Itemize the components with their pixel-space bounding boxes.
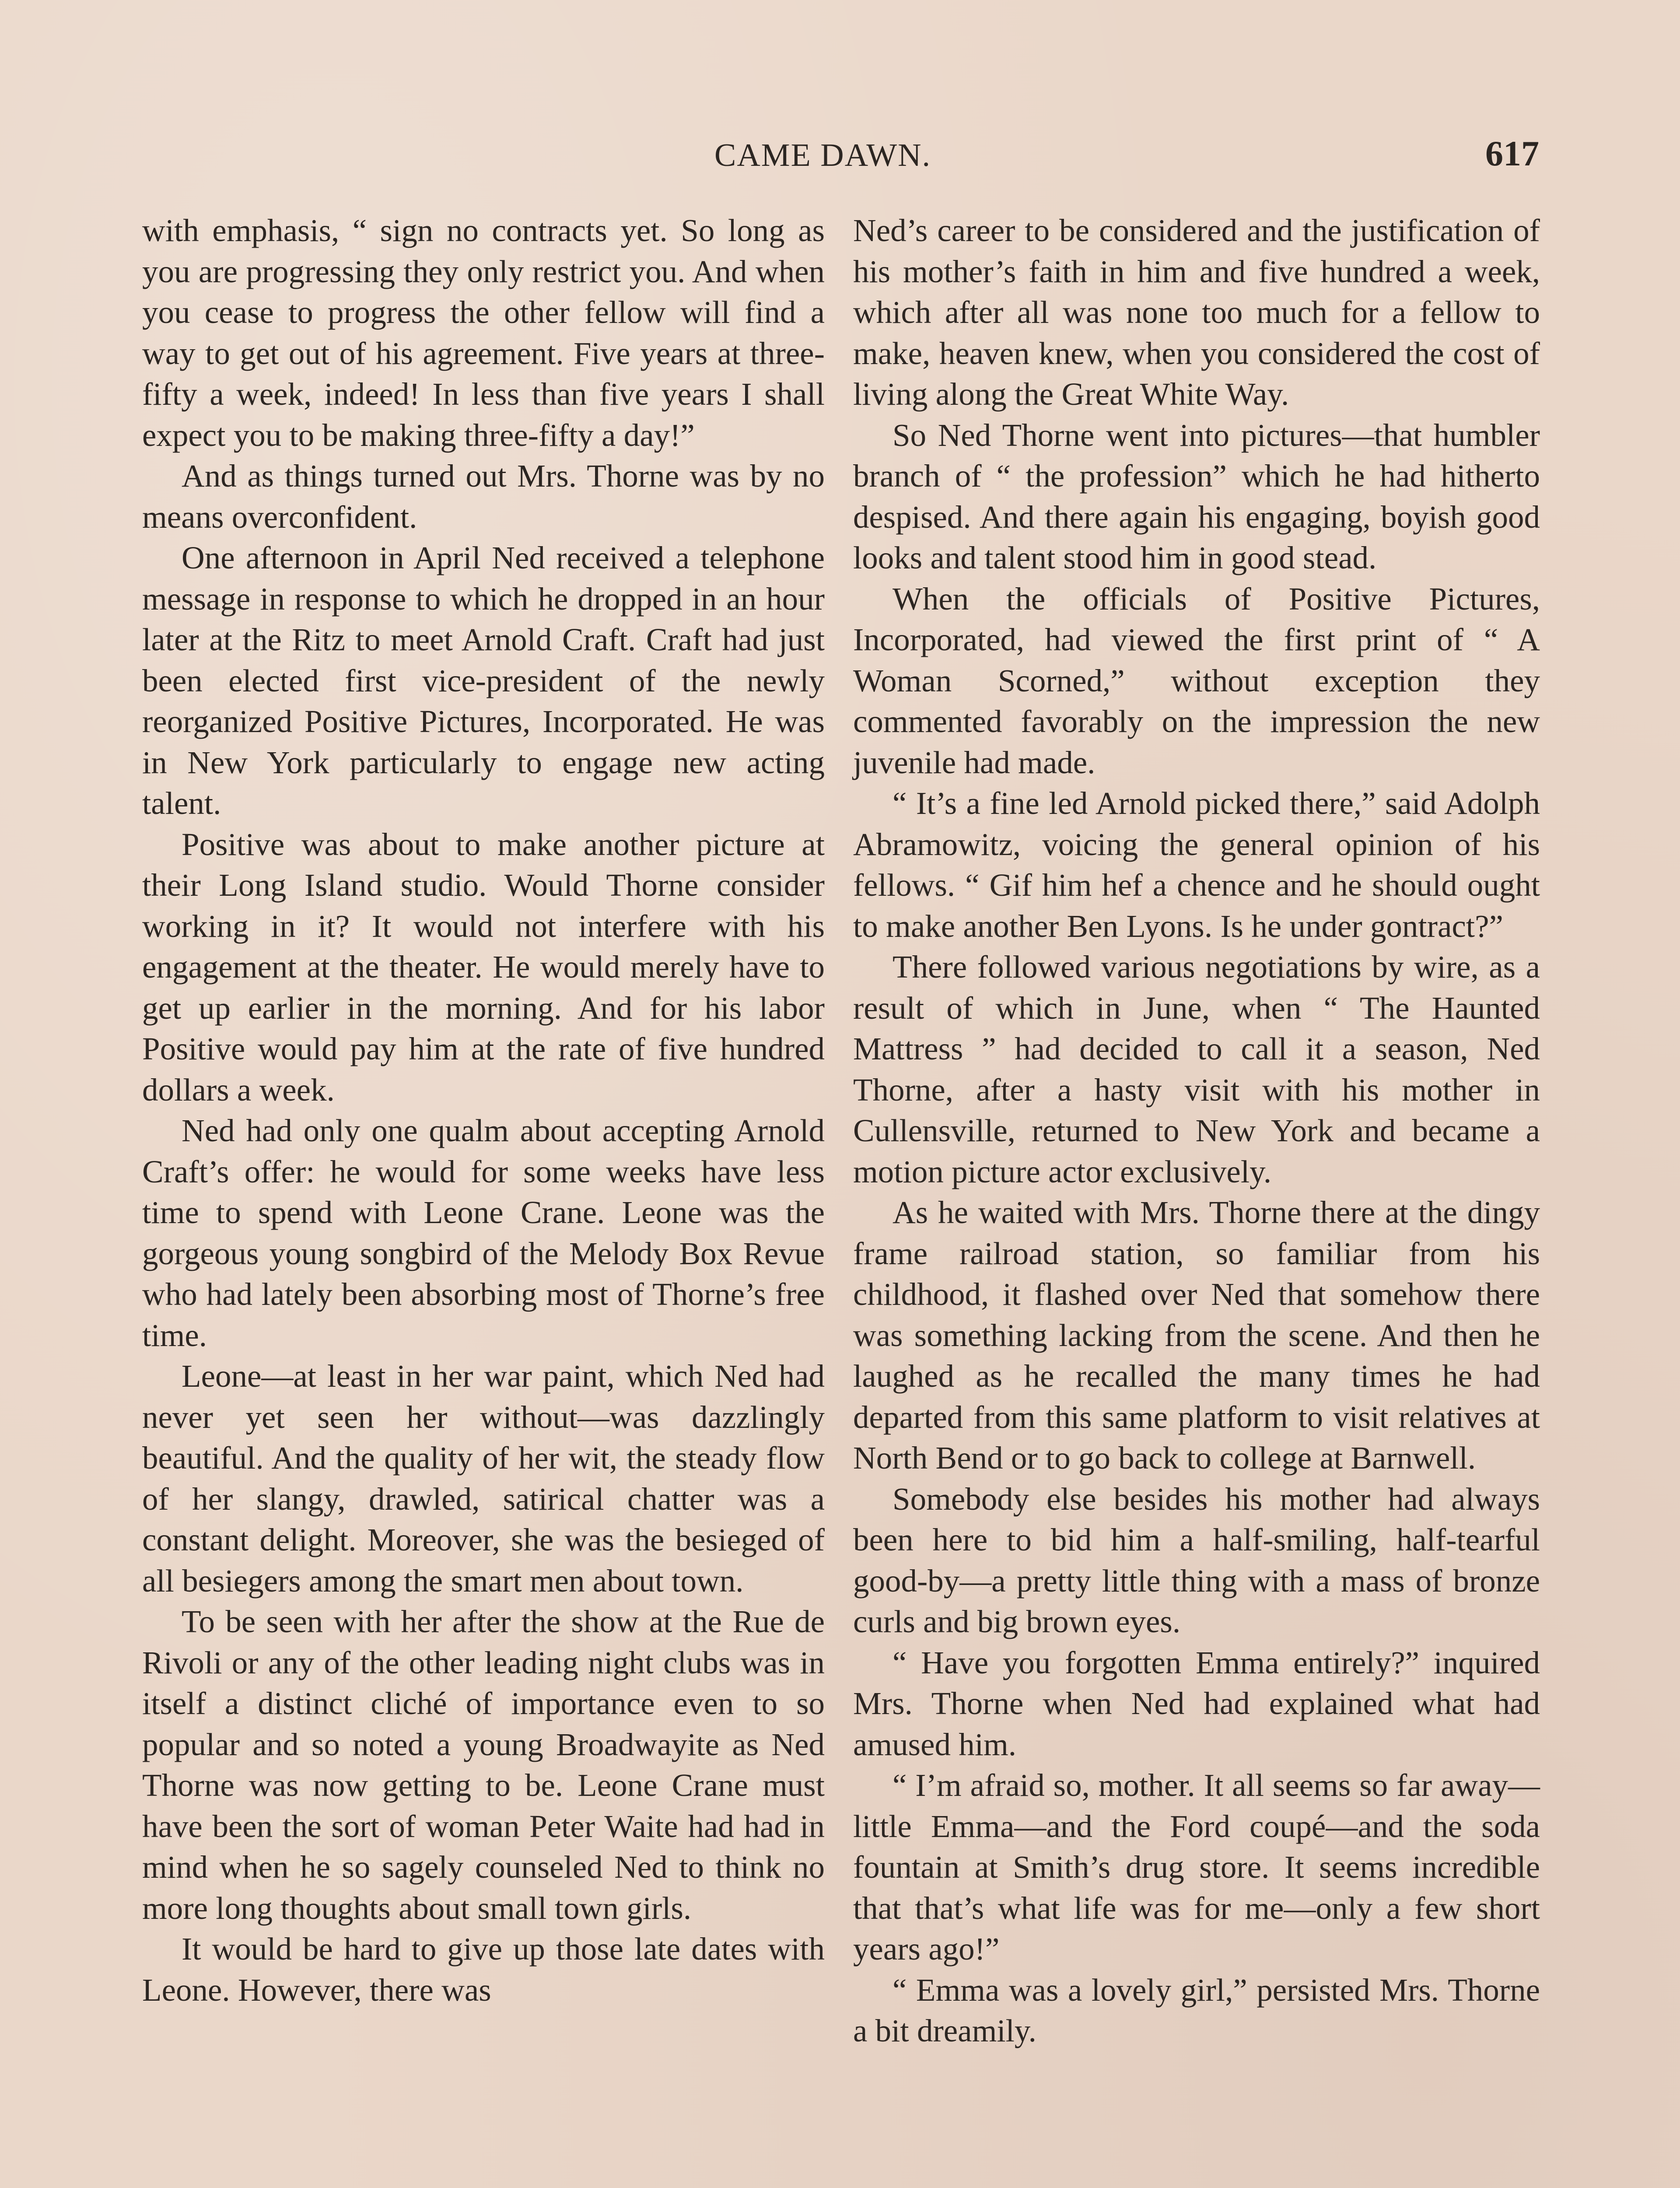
paragraph: Somebody else besides his mother had always been here to bid him a half-smiling, half-tearful good-by—a pretty little thing with a mass of bronze curls and big brown eyes. <box>853 1481 1540 1639</box>
text-column-right <box>853 210 1540 2051</box>
paragraph: Positive was about to make another picture at their Long Island studio. Would Thorne consider working in it? It would not interfere with his engagement at the theater. He would merely have to get up earlier in the morning. And for his labor Positive would pay him at the rate of five hundred dollars a week. <box>142 826 825 1108</box>
page-number: 617 <box>1485 133 1539 173</box>
paragraph: When the officials of Positive Pictures, Incorporated, had viewed the first print of “ A Woman Scorned,” without exception they commented favorably on the impression the new juvenile had made. <box>853 581 1540 780</box>
paragraph: One afternoon in April Ned received a telephone message in response to which he dropped in an hour later at the Ritz to meet Arnold Craft. Craft had just been elected first vice-president of the newly reorganized Positive Pictures, Incorporated. He was in New York particularly to engage new acting talent. <box>142 540 825 821</box>
paragraph: To be seen with her after the show at the Rue de Rivoli or any of the other leading night clubs was in itself a distinct cliché of importance even to so popular and so noted a young Broadwayite as Ned Thorne was now getting to be. Leone Crane must have been the sort of woman Peter Waite had had in mind when he so sagely counseled Ned to think no more long thoughts about small town girls. <box>142 1604 825 1926</box>
running-head: CAME DAWN. <box>714 137 931 173</box>
paragraph: Leone—at least in her war paint, which Ned had never yet seen her without—was dazzlingly beautiful. And the quality of her wit, the steady flow of her slangy, drawled, satirical chatter was a constant delight. Moreover, she was the besieged of all besiegers among the smart men about town. <box>142 1358 825 1599</box>
paragraph: There followed various negotiations by wire, as a result of which in June, when “ The Haunted Mattress ” had decided to call it a season, Ned Thorne, after a hasty visit with his mother in Cullensville, returned to New York and became a motion picture actor exclusively. <box>853 949 1540 1189</box>
paragraph: Ned’s career to be considered and the justification of his mother’s faith in him and five hundred a week, which after all was none too much for a fellow to make, heaven knew, when you considered the cost of living along the Great White Way. <box>853 213 1540 412</box>
paragraph: “ Have you forgotten Emma entirely?” inquired Mrs. Thorne when Ned had explained what had amused him. <box>853 1645 1540 1762</box>
paragraph: It would be hard to give up those late dates with Leone. However, there was <box>142 1931 825 2008</box>
paragraph: Ned had only one qualm about accepting Arnold Craft’s offer: he would for some weeks have less time to spend with Leone Crane. Leone was the gorgeous young songbird of the Melody Box Revue who had lately been absorbing most of Thorne’s free time. <box>142 1113 825 1353</box>
paragraph: “ It’s a fine led Arnold picked there,” said Adolph Abramowitz, voicing the general opinion of his fellows. “ Gif him hef a chence and he should ought to make another Ben Lyons. Is he under gontract?” <box>853 785 1540 944</box>
paragraph: So Ned Thorne went into pictures—that humbler branch of “ the profession” which he had hitherto despised. And there again his engaging, boyish good looks and talent stood him in good stead. <box>853 417 1540 575</box>
paragraph: with emphasis, “ sign no contracts yet. So long as you are progressing they only restrict you. And when you cease to progress the other fellow will find a way to get out of his agreement. Five years at three-fifty a week, indeed! In less than five years I shall expect you to be making three-fifty a day!” <box>142 213 825 453</box>
paragraph: As he waited with Mrs. Thorne there at the dingy frame railroad station, so familiar from his childhood, it flashed over Ned that somehow there was something lacking from the scene. And then he laughed as he recalled the many times he had departed from this same platform to visit relatives at North Bend or to go back to college at Barnwell. <box>853 1195 1540 1476</box>
paragraph: And as things turned out Mrs. Thorne was by no means overconfident. <box>142 458 825 535</box>
text-column-left <box>142 210 825 2010</box>
paragraph: “ I’m afraid so, mother. It all seems so far away—little Emma—and the Ford coupé—and the soda fountain at Smith’s drug store. It seems incredible that that’s what life was for me—only a few short years ago!” <box>853 1767 1540 1967</box>
paragraph: “ Emma was a lovely girl,” persisted Mrs. Thorne a bit dreamily. <box>853 1972 1540 2048</box>
